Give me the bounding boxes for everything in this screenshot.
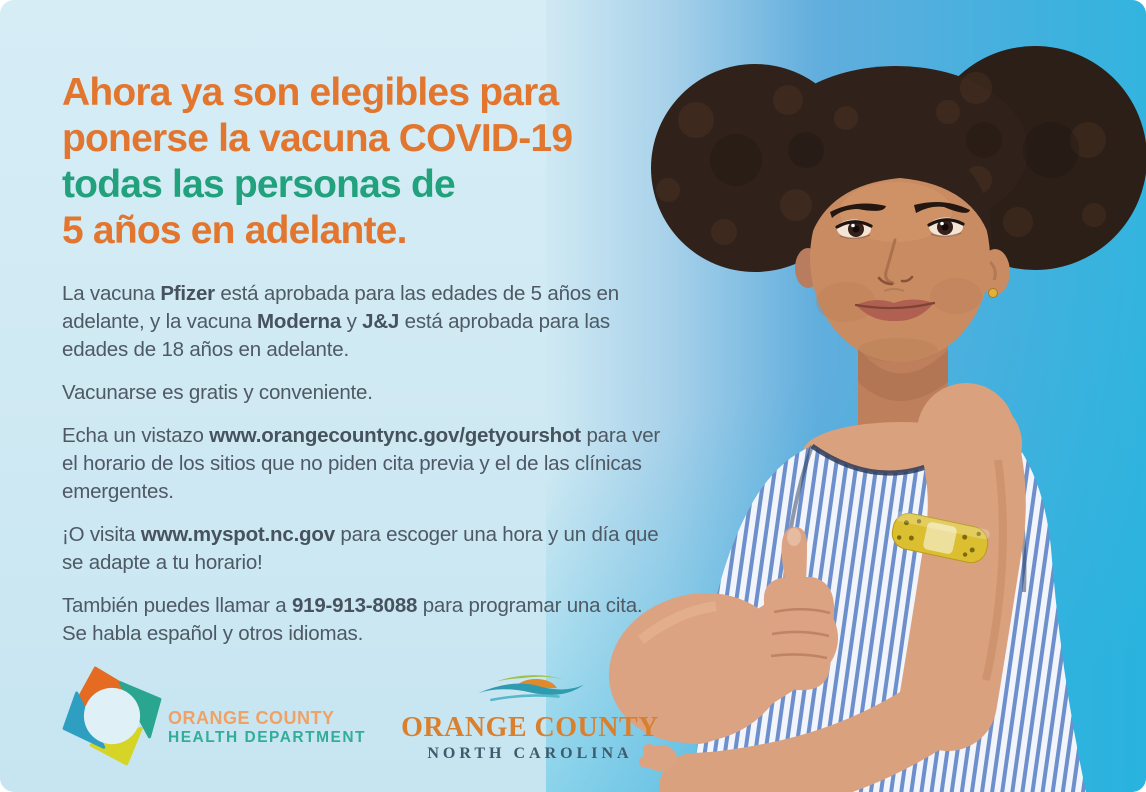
- phone-number: 919-913-8088: [291, 594, 418, 617]
- pinwheel-star-icon: [60, 664, 164, 768]
- headline: [62, 70, 672, 254]
- right-eye: [929, 218, 963, 237]
- getyourshot-url: www.orangecountync.gov/getyourshot: [209, 424, 581, 447]
- hd-logo-line-1: ORANGE COUNTY: [168, 708, 335, 728]
- headline-line-4: 5 años en adelante.: [62, 209, 407, 252]
- text-run: está aprobada para las edades de 18 años en adelante.: [62, 310, 610, 361]
- moderna-bold: Moderna: [257, 310, 342, 333]
- hd-logo-line-2: HEALTH DEPARTMENT: [168, 728, 366, 746]
- text-run: para escoger una hora y un día que se adapte a tu horario!: [62, 523, 659, 574]
- health-department-logo: [60, 664, 366, 768]
- myspot-url: www.myspot.nc.gov: [140, 523, 335, 546]
- county-logo-line-1: ORANGE COUNTY: [401, 712, 659, 743]
- paragraph-phone: [62, 592, 662, 648]
- text-run: La vacuna: [62, 282, 161, 305]
- text-run: y: [341, 310, 363, 333]
- orange-county-logo: [401, 668, 659, 763]
- logo-row: [60, 664, 659, 768]
- text-run: También puedes llamar a: [62, 594, 292, 617]
- county-logo-line-2: NORTH CAROLINA: [427, 745, 633, 762]
- paragraph-website-myspot: [62, 521, 662, 577]
- headline-line-2: ponerse la vacuna COVID-19: [62, 117, 573, 160]
- paragraph-free: Vacunarse es gratis y conveniente.: [62, 381, 373, 404]
- health-department-logo-text: [168, 708, 366, 747]
- headline-line-3: todas las personas de: [62, 163, 455, 206]
- paragraph-website-oc: [62, 422, 662, 506]
- text-run: para programar una cita. Se habla español y otros idiomas.: [62, 594, 643, 645]
- paragraph-vaccine-ages: [62, 280, 662, 364]
- text-run: ¡O visita: [62, 523, 141, 546]
- jj-bold: J&J: [362, 310, 400, 333]
- text-run: está aprobada para las edades de 5 años en adelante, y la vacuna: [62, 282, 619, 333]
- earring: [989, 289, 998, 298]
- face: [808, 140, 992, 362]
- pfizer-bold: Pfizer: [160, 282, 215, 305]
- left-eye: [837, 220, 871, 239]
- text-run: Echa un vistazo: [62, 424, 210, 447]
- flyer-text-panel: [62, 70, 672, 663]
- body-copy: [62, 280, 662, 648]
- waves-sun-icon: [462, 668, 598, 710]
- headline-line-1: Ahora ya son elegibles para: [62, 71, 559, 114]
- text-run: para ver el horario de los sitios que no piden cita previa y el de las clínicas emergentes.: [62, 424, 661, 503]
